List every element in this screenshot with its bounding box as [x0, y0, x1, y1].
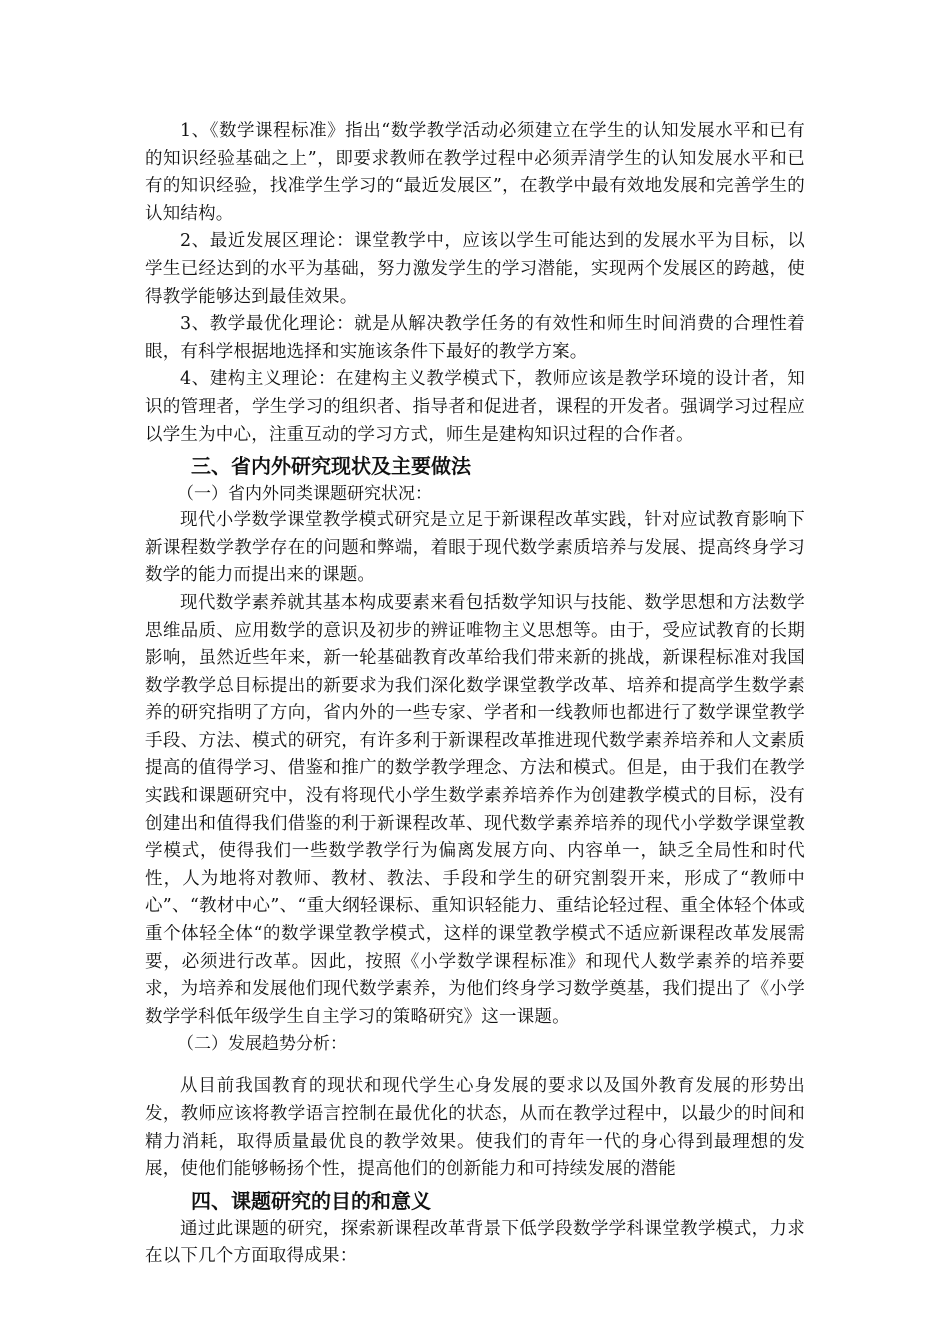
section-3-subheading-2: （二）发展趋势分析： — [177, 1034, 347, 1055]
section-4-heading: 四、课题研究的目的和意义 — [191, 1188, 431, 1213]
trend-paragraph: 从目前我国教育的现状和现代学生心身发展的要求以及国外教育发展的形势出发，教师应该将教学语言控制在最优化的状态，从而在教学过程中，以最少的时间和精力消耗，取得质量最优良的教学效果。使我们的青年一代的身心得到最理想的发展，使他们能够畅扬个性，提高他们的创新能力和可持续发展的潜能 — [145, 1076, 805, 1180]
theory-paragraph-3: 3、教学最优化理论：就是从解决教学任务的有效性和师生时间消费的合理性着眼，有科学根据地选择和实施该条件下最好的教学方案。 — [145, 314, 805, 362]
section-3-subheading-1: （一）省内外同类课题研究状况： — [177, 484, 432, 505]
section-3-paragraph-1: 现代小学数学课堂教学模式研究是立足于新课程改革实践，针对应试教育影响下新课程数学教学存在的问题和弊端，着眼于现代数学素质培养与发展、提高终身学习数学的能力而提出来的课题。 — [145, 510, 805, 586]
document-body — [145, 118, 805, 1271]
section-4-paragraph: 通过此课题的研究，探索新课程改革背景下低学段数学学科课堂教学模式，力求在以下几个方面取得成果： — [145, 1218, 805, 1267]
section-3-paragraph-2: 现代数学素养就其基本构成要素来看包括数学知识与技能、数学思想和方法数学思维品质、应用数学的意识及初步的辨证唯物主义思想等。由于，受应试教育的长期影响，虽然近些年来，新一轮基础教育改革给我们带来新的挑战，新课程标准对我国数学教学总目标提出的新要求为我们深化数学课堂教学改革、培养和提高学生数学素养的研究指明了方向，省内外的一些专家、学者和一线教师也都进行了数学课堂教学手段、方法、模式的研究，有许多利于新课程改革推进现代数学素养培养和人文素质提高的值得学习、借鉴和推广的数学教学理念、方法和模式。但是，由于我们在教学实践和课题研究中，没有将现代小学生数学素养培养作为创建教学模式的目标，没有创建出和值得我们借鉴的利于新课程改革、现代数学素养培养的现代小学数学课堂教学模式，使得我们一些数学教学行为偏离发展方向、内容单一，缺乏全局性和时代性，人为地将对教师、教材、教法、手段和学生的研究割裂开来，形成了“教师中心”、“教材中心”、“重大纲轻课标、重知识轻能力、重结论轻过程、重全体轻个体或重个体轻全体“的数学课堂教学模式，这样的课堂教学模式不适应新课程改革发展需要，必须进行改革。因此，按照《小学数学课程标准》和现代人数学素养的培养要求，为培养和发展他们现代数学素养，为他们终身学习数学奠基，我们提出了《小学数学学科低年级学生自主学习的策略研究》这一课题。 — [145, 592, 805, 1027]
blank-line — [145, 1057, 805, 1073]
theory-paragraph-2: 2、最近发展区理论：课堂教学中，应该以学生可能达到的发展水平为目标，以学生已经达到的水平为基础，努力激发学生的学习潜能，实现两个发展区的跨越，使得教学能够达到最佳效果。 — [145, 231, 805, 307]
theory-paragraph-4: 4、建构主义理论：在建构主义教学模式下，教师应该是教学环境的设计者，知识的管理者，学生学习的组织者、指导者和促进者，课程的开发者。强调学习过程应以学生为中心，注重互动的学习方式，师生是建构知识过程的合作者。 — [145, 369, 805, 445]
theory-paragraph-1: 1、《数学课程标准》指出“数学教学活动必须建立在学生的认知发展水平和已有的知识经验基础之上”，即要求教师在教学过程中必须弄清学生的认知发展水平和已有的知识经验，找准学生学习的“最近发展区”，在教学中最有效地发展和完善学生的认知结构。 — [145, 121, 805, 224]
section-3-heading: 三、省内外研究现状及主要做法 — [191, 454, 471, 479]
